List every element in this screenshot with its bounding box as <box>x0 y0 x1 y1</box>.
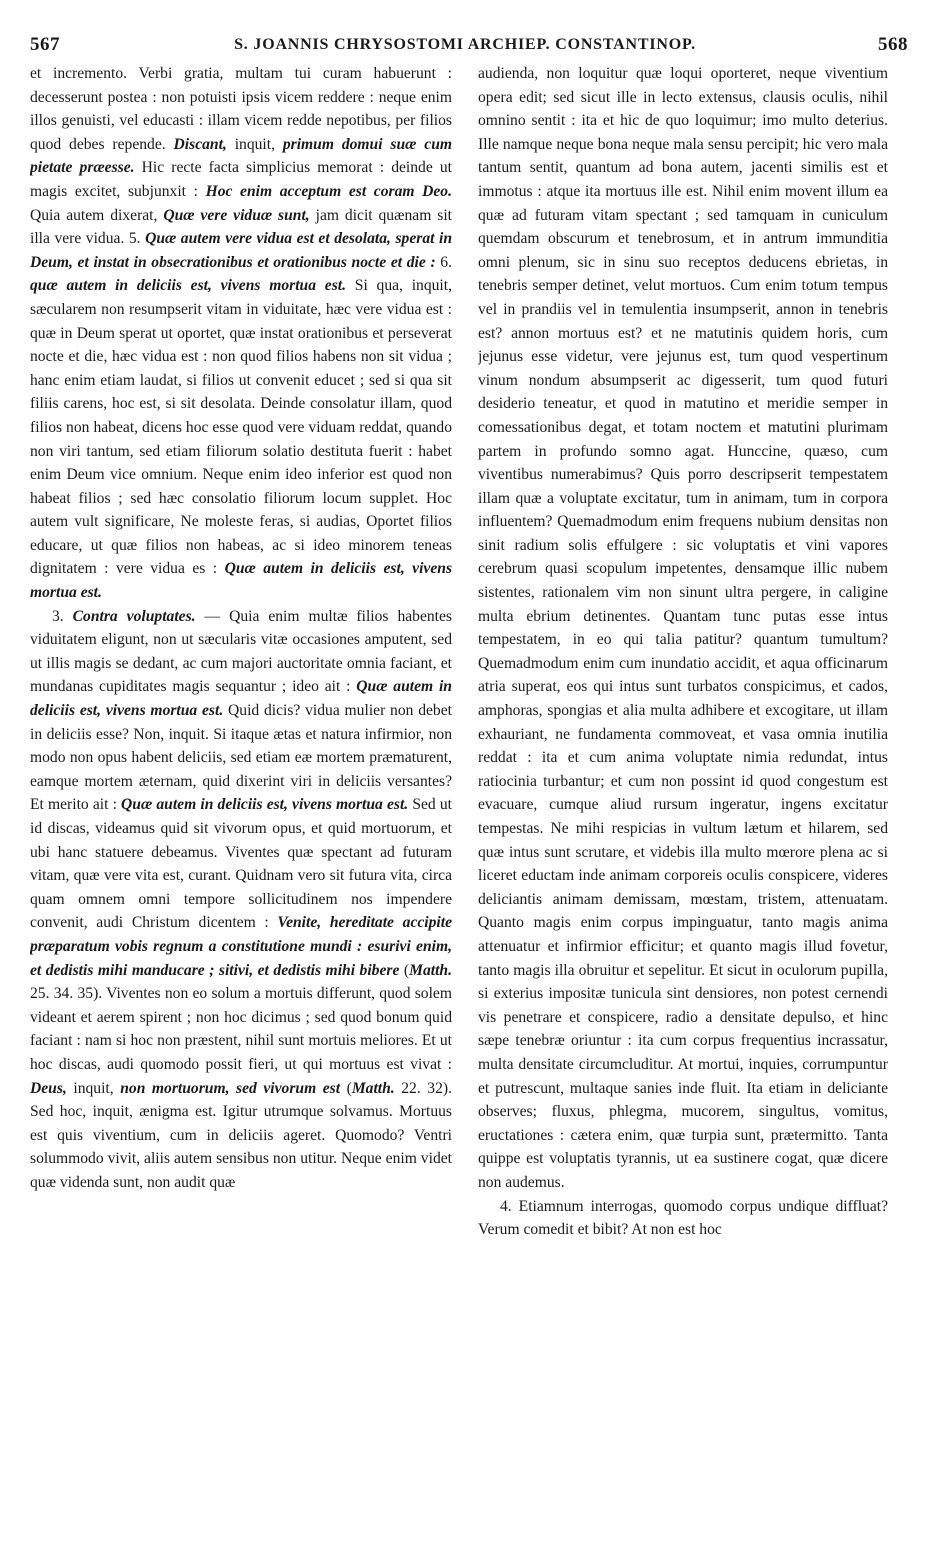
page-number-right: 568 <box>878 34 908 55</box>
paragraph: audienda, non loquitur quæ loqui oporteret, neque viventium opera edit; sed sicut ille in lecto extensus, clausis oculis, nihil omnino sentit : ita et hic de quo loquimur; imo multo deterius. Ille namque neque bona neque mala sensu percipit; hic vero mala tantum sentit, quantum ad bona autem, jacenti similis est et immotus : atque ita mortuus ille est. Nihil enim movent illum ea quæ ad futuram vitam spectant ; sed tamquam in cuniculum quemdam obscurum et tenebrosum, et in antrum immunditia omni plenum, sic in sinu suo receptos deducens ebrietas, in tenebris semper detinet, velut mortuos. Cum enim totum tempus vel in prandiis vel in temulentia insumpserit, annon in tenebris est? annon mortuus est? et ne matutinis quidem horis, cum jejunus esse videtur, vere jejunus est, tum quod vespertinum vinum nondum absumpserit ac digesserit, tum quod futuri desiderio teneatur, et quod in matutino et meridie semper in comessationibus degat, et totam noctem et matutini plurimam partem in profundo somno agat. Hunccine, quæso, cum viventibus numerabimus? Quis porro descripserit tempestatem illam quæ a voluptate excitatur, tum in animam, tum in corpora influentem? Quemadmodum enim frequens nubium densitas non sinit radium solis effulgere : sic voluptatis et vini vapores cerebrum quasi scopulum impetentes, densamque illic nubem sistentes, rationalem vim non sinunt ultra pergere, in caligine multa ebrium detinentes. Quantam tunc putas esse intus tempestatem, in eo qui talia patitur? quantum tumultum? Quemadmodum enim cum inundatio accidit, et aqua officinarum atria superat, eos qui intus sunt turbatos conspicimus, et cados, amphoras, spongias et alia multa adhibere et excogitare, ut illam exhauriant, ne fundamenta commoveat, et vasa omnia inutilia reddat : ita et cum anima voluptate nimia redundat, intus ratiocinia turbantur; et cum non possint id quod congestum est evacuare, cumque aliud rursum ingeratur, ingens excitatur tempestas. Ne mihi respicias in vultum lætum et hilarem, sed quæ intus sunt scrutare, et videbis illa multo mœrore plena ac si liceret eductam inde animam corporeis oculis conspicere, videres deliciantis animam demissam, mœstam, tristem, attenuatam. Quanto magis enim corpus impinguatur, tanto magis anima attenuatur et infirmior efficitur; et quanto magis illud fovetur, tanto magis illa obruitur et sepelitur. Et sicut in oculorum pupilla, si exterius impositæ tunicula sint densiores, non potest cernendi vis penetrare et conspicere, radio a densitate depulso, et hinc sæpe tenebræ oriuntur : ita cum corpus frequentius incrassatur, multa densitate circumcluditur. At mortui, inquies, corrumpuntur et putrescunt, multaque sanies inde fluit. Ita etiam in deliciante observes; fluxus, phlegma, mucorem, singultus, vomitus, eructationes : cætera enim, quæ turpia sunt, prætermitto. Tanta quippe est voluptatis tyrannis, ut ea sustinere cogat, quæ dicere non audemus. <box>478 65 888 1191</box>
paragraph: 4. Etiamnum interrogas, quomodo corpus undique diffluat? Verum comedit et bibit? At non est hoc <box>478 1197 888 1239</box>
paragraph: 3. Contra voluptates. — Quia enim multæ filios habentes viduitatem eligunt, non ut sæcularis vitæ occasiones amputent, sed ut illis magis se dedant, ac cum majori auctoritate omnia faciant, et mundanas cupiditates magis sequantur ; ideo ait : Quæ autem in deliciis est, vivens mortua est. Quid dicis? vidua mulier non debet in deliciis esse? Non, inquit. Si itaque ætas et natura infirmior, non modo non opus habent deliciis, sed etiam eæ mortem præmaturent, eamque mortem æternam, quid dixerint viri in deliciis versantes? Et merito ait : Quæ autem in deliciis est, vivens mortua est. Sed ut id discas, videamus quid sit vivorum opus, et quid mortuorum, et ubi hanc statuere debeamus. Viventes quæ spectant ad futuram vitam, quæ vere vita est, curant. Quidnam vero sit futura vita, circa quam omnem omni tempore sollicitudinem nos impendere convenit, audi Christum dicentem : Venite, hereditate accipite præparatum vobis regnum a constitutione mundi : esurivi enim, et dedistis mihi manducare ; sitivi, et dedistis mihi bibere (Matth. 25. 34. 35). Viventes non eo solum a mortuis differunt, quod solem videant et aerem spirent ; non hoc dicimus ; sed quod bonum quid faciant : nam si hoc non præstent, nihil sunt mortuis meliores. Et ut hoc discas, audi quomodo possit fieri, ut qui mortuus est vivat : Deus, inquit, non mortuorum, sed vivorum est (Matth. 22. 32). Sed hoc, inquit, ænigma est. Igitur utrumque solvamus. Mortuus est quis viventium, cum in deliciis ageret. Quomodo? Ventri solummodo vivit, aliis autem sensibus non utitur. Neque enim videt quæ videnda sunt, non audit quæ <box>30 607 452 1191</box>
running-title: S. JOANNIS CHRYSOSTOMI ARCHIEP. CONSTANTINOP. <box>234 36 696 53</box>
paragraph: et incremento. Verbi gratia, multam tui curam habuerunt : decesserunt postea : non potuisti ipsis vicem reddere : neque enim illos genuisti, vel educasti : illam vicem redde nepotibus, per filios quod debes repende. Discant, inquit, primum domui suæ cum pietate præesse. Hic recte facta simplicius memorat : deinde ut magis excitet, subjunxit : Hoc enim acceptum est coram Deo. Quia autem dixerat, Quæ vere viduæ sunt, jam dicit quænam sit illa vere vidua. 5. Quæ autem vere vidua est et desolata, sperat in Deum, et instat in obsecrationibus et orationibus nocte et die : 6. quæ autem in deliciis est, vivens mortua est. Si qua, inquit, sæcularem non resumpserit vitam in viduitate, hæc vere vidua est : quæ in Deum sperat ut oportet, quæ instat orationibus et perseverat nocte et die, hæc vidua est : non quod filios habens non sit vidua ; hanc enim etiam laudat, si filios ut convenit educet ; sed si qua sit filiis carens, hoc est, si sit desolata. Deinde consolatur illam, quod filios non habeat, dicens hoc esse quod vere viduam reddat, quando non viri tantum, sed etiam filiorum solatio destituta fuerit : habet enim Deum vice omnium. Neque enim ideo inferior est quod non habeat filios ; sed hæc consolatio filiorum locum supplet. Hoc autem vult significare, Ne moleste feras, si audias, Oportet filios educare, ut quæ filios non habeas, ac si ideo minorem teneas dignitatem : vere vidua es : Quæ autem in deliciis est, vivens mortua est. <box>30 65 452 602</box>
right-column <box>478 62 888 1537</box>
page-number-left: 567 <box>30 34 60 55</box>
running-header <box>0 34 930 60</box>
left-column <box>30 62 452 1537</box>
